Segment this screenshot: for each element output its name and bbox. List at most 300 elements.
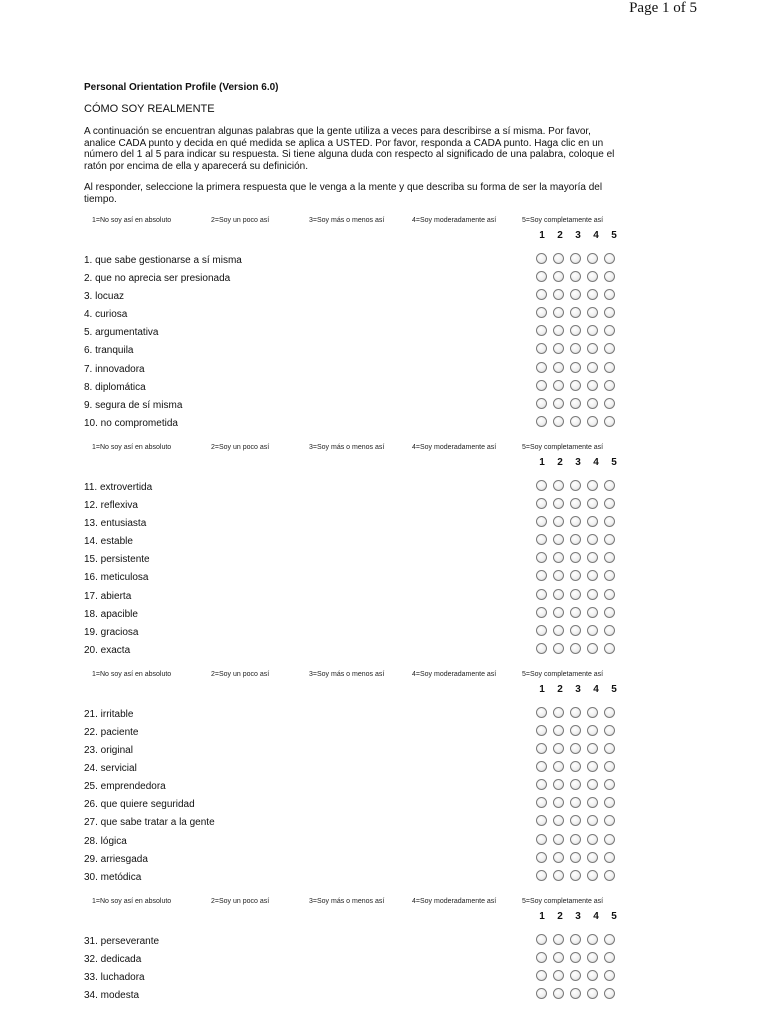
rating-radio-1[interactable] [536, 343, 547, 354]
rating-radio-5[interactable] [604, 480, 615, 491]
question-row [84, 341, 624, 359]
rating-radio-1[interactable] [536, 498, 547, 509]
rating-radio-3[interactable] [570, 834, 581, 845]
rating-radio-group [536, 988, 615, 999]
rating-radio-2[interactable] [553, 797, 564, 808]
question-row [84, 532, 624, 550]
scale-number: 5 [611, 683, 617, 695]
rating-radio-4[interactable] [587, 480, 598, 491]
question-label: 23. original [84, 745, 133, 757]
rating-radio-5[interactable] [604, 797, 615, 808]
question-label: 30. metódica [84, 871, 142, 883]
question-row [84, 968, 624, 986]
rating-radio-3[interactable] [570, 988, 581, 999]
rating-radio-1[interactable] [536, 516, 547, 527]
question-row [84, 950, 624, 968]
rating-radio-1[interactable] [536, 834, 547, 845]
scale-numbers [84, 454, 624, 472]
question-row [84, 378, 624, 396]
scale-label: 5=Soy completamente así [522, 897, 604, 905]
page-subtitle: CÓMO SOY REALMENTE [84, 102, 215, 115]
scale-label: 4=Soy moderadamente así [412, 217, 497, 224]
rating-radio-4[interactable] [587, 988, 598, 999]
rating-radio-2[interactable] [553, 707, 564, 718]
rating-radio-5[interactable] [604, 743, 615, 754]
scale-number: 5 [611, 456, 617, 468]
scale-label: 2=Soy un poco así [211, 670, 270, 678]
scale-legend [84, 896, 624, 908]
scale-label: 4=Soy moderadamente así [412, 443, 497, 451]
question-row [84, 587, 624, 605]
question-row [84, 759, 624, 777]
rating-radio-3[interactable] [570, 271, 581, 282]
scale-number: 4 [593, 456, 599, 468]
question-row [84, 623, 624, 641]
question-label: 3. locuaz [84, 291, 125, 303]
rating-radio-5[interactable] [604, 815, 615, 826]
rating-radio-2[interactable] [553, 534, 564, 545]
rating-radio-5[interactable] [604, 416, 615, 427]
rating-radio-4[interactable] [587, 834, 598, 845]
scale-legend [84, 669, 624, 681]
rating-radio-2[interactable] [553, 416, 564, 427]
rating-radio-4[interactable] [587, 934, 598, 945]
scale-label: 3=Soy más o menos así [309, 897, 385, 905]
question-label: 8. diplomática [84, 381, 146, 393]
question-label: 34. modesta [84, 990, 140, 1002]
rating-radio-4[interactable] [587, 725, 598, 736]
question-row [84, 269, 624, 287]
rating-radio-2[interactable] [553, 362, 564, 373]
rating-radio-1[interactable] [536, 253, 547, 264]
rating-radio-4[interactable] [587, 498, 598, 509]
question-label: 4. curiosa [84, 309, 128, 321]
question-label: 22. paciente [84, 726, 139, 738]
rating-radio-4[interactable] [587, 343, 598, 354]
rating-radio-1[interactable] [536, 779, 547, 790]
rating-radio-5[interactable] [604, 779, 615, 790]
rating-radio-1[interactable] [536, 852, 547, 863]
rating-radio-5[interactable] [604, 934, 615, 945]
rating-radio-group [536, 307, 615, 318]
rating-radio-2[interactable] [553, 970, 564, 981]
rating-radio-2[interactable] [553, 380, 564, 391]
rating-radio-4[interactable] [587, 970, 598, 981]
rating-radio-group [536, 271, 615, 282]
rating-radio-1[interactable] [536, 380, 547, 391]
page-number: Page 1 of 5 [629, 0, 697, 16]
rating-radio-2[interactable] [553, 480, 564, 491]
rating-radio-4[interactable] [587, 253, 598, 264]
rating-radio-1[interactable] [536, 480, 547, 491]
rating-radio-1[interactable] [536, 607, 547, 618]
rating-radio-2[interactable] [553, 643, 564, 654]
rating-radio-5[interactable] [604, 343, 615, 354]
scale-label: 1=No soy así en absoluto [92, 443, 172, 451]
rating-radio-1[interactable] [536, 416, 547, 427]
rating-radio-1[interactable] [536, 398, 547, 409]
question-label: 16. meticulosa [84, 572, 149, 584]
question-label: 12. reflexiva [84, 500, 138, 512]
rating-radio-5[interactable] [604, 852, 615, 863]
rating-radio-group [536, 343, 615, 354]
rating-radio-3[interactable] [570, 416, 581, 427]
question-row [84, 813, 624, 831]
rating-radio-1[interactable] [536, 934, 547, 945]
rating-radio-4[interactable] [587, 325, 598, 336]
rating-radio-2[interactable] [553, 325, 564, 336]
scale-number: 3 [575, 230, 581, 241]
rating-radio-3[interactable] [570, 289, 581, 300]
rating-radio-3[interactable] [570, 498, 581, 509]
rating-radio-2[interactable] [553, 307, 564, 318]
rating-radio-5[interactable] [604, 253, 615, 264]
rating-radio-5[interactable] [604, 380, 615, 391]
question-label: 19. graciosa [84, 626, 139, 638]
scale-label: 3=Soy más o menos así [309, 217, 385, 224]
rating-radio-4[interactable] [587, 625, 598, 636]
rating-radio-group [536, 480, 615, 491]
scale-legend [84, 442, 624, 454]
rating-radio-3[interactable] [570, 952, 581, 963]
rating-radio-2[interactable] [553, 570, 564, 581]
rating-radio-2[interactable] [553, 725, 564, 736]
rating-radio-3[interactable] [570, 534, 581, 545]
scale-number: 5 [611, 230, 617, 241]
rating-radio-2[interactable] [553, 852, 564, 863]
scale-number: 1 [539, 910, 545, 922]
rating-radio-3[interactable] [570, 970, 581, 981]
question-row [84, 723, 624, 741]
scale-label: 2=Soy un poco así [211, 443, 270, 451]
rating-radio-2[interactable] [553, 607, 564, 618]
rating-radio-1[interactable] [536, 325, 547, 336]
scale-label: 2=Soy un poco así [211, 217, 270, 224]
rating-radio-4[interactable] [587, 643, 598, 654]
scale-number: 4 [593, 683, 599, 695]
rating-radio-3[interactable] [570, 643, 581, 654]
sections-container [84, 215, 624, 1004]
scale-label: 1=No soy así en absoluto [92, 670, 172, 678]
rating-radio-1[interactable] [536, 707, 547, 718]
rating-radio-5[interactable] [604, 398, 615, 409]
rating-radio-group [536, 362, 615, 373]
rating-radio-3[interactable] [570, 552, 581, 563]
question-label: 32. dedicada [84, 953, 142, 965]
page-title: Personal Orientation Profile (Version 6.0) [84, 82, 279, 93]
question-section [84, 215, 624, 432]
rating-radio-2[interactable] [553, 952, 564, 963]
rating-radio-3[interactable] [570, 307, 581, 318]
rating-radio-4[interactable] [587, 797, 598, 808]
rating-radio-3[interactable] [570, 380, 581, 391]
rating-radio-5[interactable] [604, 589, 615, 600]
rating-radio-4[interactable] [587, 362, 598, 373]
rating-radio-group [536, 289, 615, 300]
rating-radio-5[interactable] [604, 761, 615, 772]
rating-radio-4[interactable] [587, 952, 598, 963]
rating-radio-4[interactable] [587, 552, 598, 563]
rating-radio-5[interactable] [604, 988, 615, 999]
rating-radio-group [536, 416, 615, 427]
scale-label: 3=Soy más o menos así [309, 443, 385, 451]
rating-radio-2[interactable] [553, 516, 564, 527]
rating-radio-3[interactable] [570, 362, 581, 373]
rating-radio-3[interactable] [570, 852, 581, 863]
scale-number: 1 [539, 230, 545, 241]
question-section [84, 669, 624, 886]
rating-radio-4[interactable] [587, 516, 598, 527]
rating-radio-5[interactable] [604, 362, 615, 373]
rating-radio-5[interactable] [604, 834, 615, 845]
rating-radio-5[interactable] [604, 570, 615, 581]
rating-radio-group [536, 970, 615, 981]
rating-radio-1[interactable] [536, 815, 547, 826]
rating-radio-3[interactable] [570, 253, 581, 264]
question-label: 28. lógica [84, 835, 127, 847]
rating-radio-3[interactable] [570, 934, 581, 945]
rating-radio-2[interactable] [553, 779, 564, 790]
rating-radio-4[interactable] [587, 307, 598, 318]
question-row [84, 287, 624, 305]
rating-radio-2[interactable] [553, 834, 564, 845]
scale-number: 2 [557, 230, 563, 241]
rating-radio-4[interactable] [587, 707, 598, 718]
rating-radio-3[interactable] [570, 325, 581, 336]
rating-radio-5[interactable] [604, 607, 615, 618]
question-row [84, 705, 624, 723]
rating-radio-5[interactable] [604, 970, 615, 981]
rating-radio-4[interactable] [587, 761, 598, 772]
rating-radio-3[interactable] [570, 743, 581, 754]
question-label: 18. apacible [84, 608, 138, 620]
rating-radio-group [536, 552, 615, 563]
rating-radio-5[interactable] [604, 516, 615, 527]
rating-radio-4[interactable] [587, 271, 598, 282]
rating-radio-group [536, 380, 615, 391]
rating-radio-2[interactable] [553, 743, 564, 754]
question-label: 24. servicial [84, 763, 137, 775]
scale-number: 3 [575, 910, 581, 922]
rating-radio-5[interactable] [604, 498, 615, 509]
scale-number: 5 [611, 910, 617, 922]
rating-radio-3[interactable] [570, 870, 581, 881]
question-row [84, 932, 624, 950]
question-row [84, 741, 624, 759]
question-label: 20. exacta [84, 644, 131, 656]
rating-radio-4[interactable] [587, 779, 598, 790]
rating-radio-group [536, 534, 615, 545]
rating-radio-1[interactable] [536, 534, 547, 545]
rating-radio-1[interactable] [536, 743, 547, 754]
question-label: 11. extrovertida [84, 481, 153, 493]
rating-radio-1[interactable] [536, 552, 547, 563]
question-row [84, 396, 624, 414]
rating-radio-3[interactable] [570, 761, 581, 772]
question-label: 6. tranquila [84, 345, 134, 357]
question-label: 31. perseverante [84, 935, 160, 947]
rating-radio-2[interactable] [553, 761, 564, 772]
scale-numbers [84, 227, 624, 245]
rating-radio-4[interactable] [587, 398, 598, 409]
rating-radio-1[interactable] [536, 643, 547, 654]
rating-radio-5[interactable] [604, 952, 615, 963]
rating-radio-5[interactable] [604, 725, 615, 736]
rating-radio-4[interactable] [587, 570, 598, 581]
scale-number: 2 [557, 910, 563, 922]
rating-radio-5[interactable] [604, 643, 615, 654]
rating-radio-4[interactable] [587, 815, 598, 826]
rating-radio-4[interactable] [587, 852, 598, 863]
rating-radio-4[interactable] [587, 607, 598, 618]
question-row [84, 850, 624, 868]
questionnaire [84, 82, 624, 1004]
question-label: 26. que quiere seguridad [84, 799, 195, 811]
instructions-paragraph: A continuación se encuentran algunas palabras que la gente utiliza a veces para describirse a sí misma. Por favor, analice CADA punto y decida en qué medida se aplica a USTED. Por favor, responda a CADA punto. Haga clic en un número del 1 al 5 para indicar su respuesta. Si tiene alguna duda con respecto al significado de una palabra, coloque el ratón por encima de ella y aparecerá su definición. [84, 126, 615, 172]
question-row [84, 414, 624, 432]
question-row [84, 986, 624, 1004]
rating-radio-group [536, 725, 615, 736]
rating-radio-2[interactable] [553, 589, 564, 600]
rating-radio-4[interactable] [587, 380, 598, 391]
rating-radio-2[interactable] [553, 398, 564, 409]
scale-label: 4=Soy moderadamente así [412, 897, 497, 905]
rating-radio-5[interactable] [604, 625, 615, 636]
rating-radio-1[interactable] [536, 589, 547, 600]
scale-label: 5=Soy completamente así [522, 443, 604, 451]
scale-number: 2 [557, 683, 563, 695]
question-label: 7. innovadora [84, 363, 145, 375]
rating-radio-group [536, 952, 615, 963]
question-row [84, 550, 624, 568]
rating-radio-3[interactable] [570, 707, 581, 718]
question-row [84, 777, 624, 795]
question-row [84, 251, 624, 269]
rating-radio-3[interactable] [570, 589, 581, 600]
rating-radio-3[interactable] [570, 779, 581, 790]
rating-radio-1[interactable] [536, 289, 547, 300]
rating-radio-2[interactable] [553, 988, 564, 999]
rating-radio-3[interactable] [570, 725, 581, 736]
rating-radio-3[interactable] [570, 797, 581, 808]
rating-radio-3[interactable] [570, 815, 581, 826]
rating-radio-5[interactable] [604, 271, 615, 282]
scale-number: 1 [539, 683, 545, 695]
question-row [84, 641, 624, 659]
rating-radio-4[interactable] [587, 589, 598, 600]
question-label: 9. segura de sí misma [84, 399, 183, 411]
rating-radio-5[interactable] [604, 707, 615, 718]
rating-radio-2[interactable] [553, 253, 564, 264]
rating-radio-4[interactable] [587, 534, 598, 545]
rating-radio-4[interactable] [587, 743, 598, 754]
rating-radio-3[interactable] [570, 625, 581, 636]
rating-radio-group [536, 325, 615, 336]
rating-radio-group [536, 797, 615, 808]
rating-radio-4[interactable] [587, 416, 598, 427]
scale-label: 4=Soy moderadamente así [412, 670, 497, 678]
scale-label: 3=Soy más o menos así [309, 670, 385, 678]
rating-radio-1[interactable] [536, 952, 547, 963]
rating-radio-5[interactable] [604, 325, 615, 336]
rating-radio-4[interactable] [587, 870, 598, 881]
rating-radio-1[interactable] [536, 797, 547, 808]
rating-radio-1[interactable] [536, 870, 547, 881]
rating-radio-1[interactable] [536, 988, 547, 999]
scale-label: 2=Soy un poco así [211, 897, 270, 905]
rating-radio-2[interactable] [553, 815, 564, 826]
question-section [84, 442, 624, 659]
question-label: 21. irritable [84, 708, 134, 720]
rating-radio-2[interactable] [553, 625, 564, 636]
rating-radio-1[interactable] [536, 362, 547, 373]
rating-radio-group [536, 870, 615, 881]
rating-radio-2[interactable] [553, 289, 564, 300]
rating-radio-5[interactable] [604, 289, 615, 300]
rating-radio-1[interactable] [536, 725, 547, 736]
question-section [84, 896, 624, 1004]
rating-radio-3[interactable] [570, 607, 581, 618]
question-row [84, 514, 624, 532]
scale-number: 3 [575, 456, 581, 468]
rating-radio-3[interactable] [570, 570, 581, 581]
scale-number: 2 [557, 456, 563, 468]
rating-radio-group [536, 516, 615, 527]
rating-radio-group [536, 398, 615, 409]
question-row [84, 478, 624, 496]
scale-label: 5=Soy completamente así [522, 670, 604, 678]
scale-number: 4 [593, 910, 599, 922]
rating-radio-2[interactable] [553, 552, 564, 563]
rating-radio-2[interactable] [553, 934, 564, 945]
rating-radio-3[interactable] [570, 343, 581, 354]
rating-radio-group [536, 743, 615, 754]
rating-radio-1[interactable] [536, 625, 547, 636]
rating-radio-1[interactable] [536, 761, 547, 772]
rating-radio-1[interactable] [536, 271, 547, 282]
question-label: 1. que sabe gestionarse a sí misma [84, 255, 242, 266]
rating-radio-3[interactable] [570, 398, 581, 409]
question-row [84, 605, 624, 623]
rating-radio-5[interactable] [604, 307, 615, 318]
scale-number: 4 [593, 230, 599, 241]
question-row [84, 323, 624, 341]
question-label: 33. luchadora [84, 972, 145, 983]
rating-radio-5[interactable] [604, 552, 615, 563]
scale-number: 1 [539, 456, 545, 468]
rating-radio-1[interactable] [536, 570, 547, 581]
rating-radio-2[interactable] [553, 271, 564, 282]
question-row [84, 568, 624, 586]
scale-label: 1=No soy así en absoluto [92, 217, 172, 224]
rating-radio-5[interactable] [604, 870, 615, 881]
rating-radio-group [536, 815, 615, 826]
rating-radio-3[interactable] [570, 480, 581, 491]
question-label: 2. que no aprecia ser presionada [84, 273, 231, 285]
rating-radio-1[interactable] [536, 307, 547, 318]
rating-radio-2[interactable] [553, 343, 564, 354]
rating-radio-5[interactable] [604, 534, 615, 545]
rating-radio-2[interactable] [553, 870, 564, 881]
rating-radio-4[interactable] [587, 289, 598, 300]
question-label: 27. que sabe tratar a la gente [84, 817, 215, 829]
rating-radio-1[interactable] [536, 970, 547, 981]
rating-radio-3[interactable] [570, 516, 581, 527]
rating-radio-group [536, 707, 615, 718]
question-label: 5. argumentativa [84, 327, 159, 339]
rating-radio-2[interactable] [553, 498, 564, 509]
scale-legend [84, 215, 624, 227]
